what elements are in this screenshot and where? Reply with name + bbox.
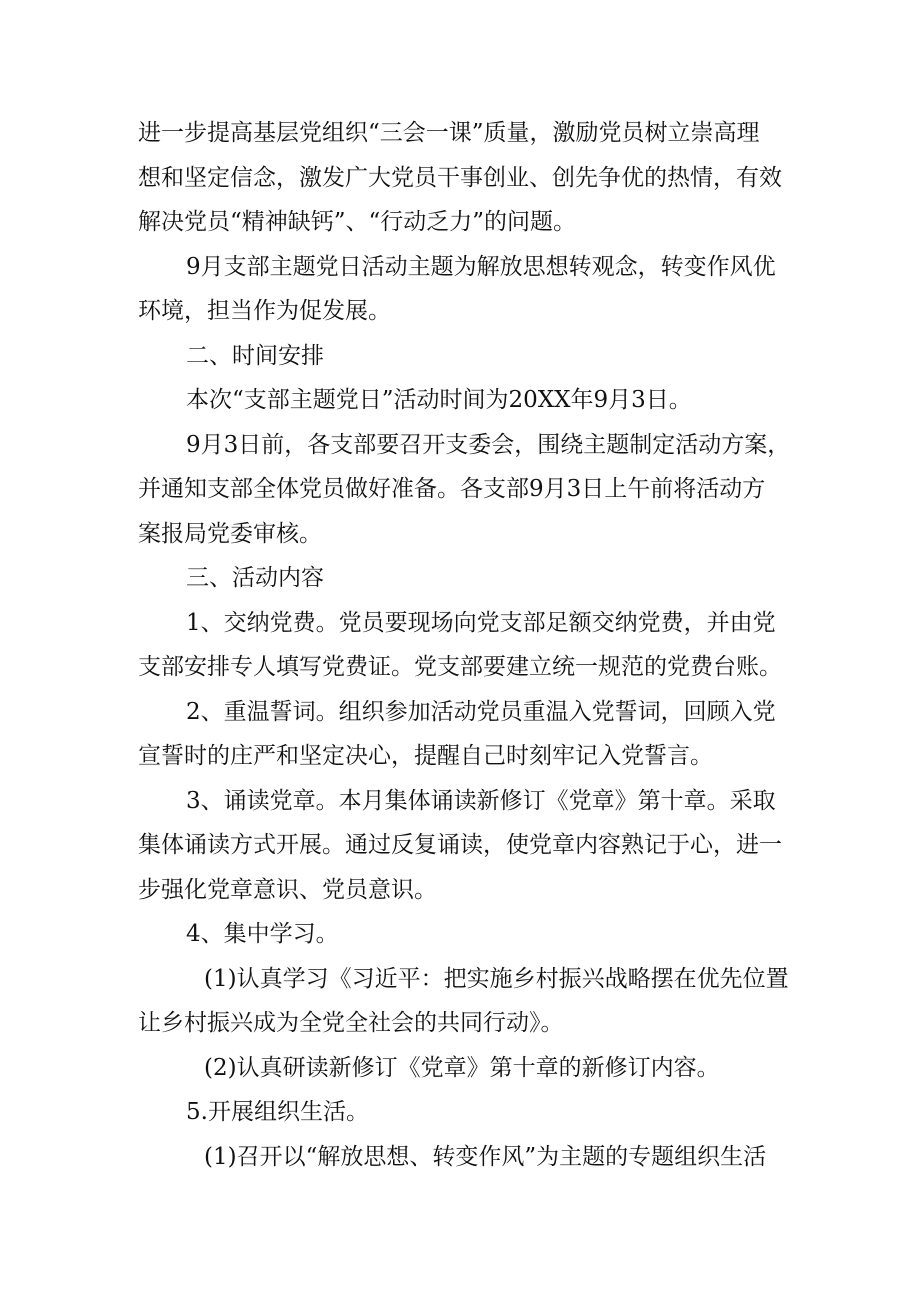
paragraph-line: 进一步提高基层党组织“三会一课”质量，激励党员树立崇高理	[138, 120, 760, 146]
paragraph-line: 想和坚定信念，激发广大党员干事创业、创先争优的热情，有效	[138, 165, 782, 191]
paragraph-line: 9月支部主题党日活动主题为解放思想转观念，转变作风优	[186, 254, 776, 280]
paragraph-line: 让乡村振兴成为全党全社会的共同行动》。	[138, 1010, 564, 1036]
paragraph-line: 并通知支部全体党员做好准备。各支部9月3日上午前将活动方	[138, 476, 766, 502]
section-heading: 二、时间安排	[186, 343, 324, 369]
paragraph-line: (1)认真学习《习近平：把实施乡村振兴战略摆在优先位置	[204, 966, 789, 992]
paragraph-line: 案报局党委审核。	[138, 521, 322, 547]
paragraph-line: 本次“支部主题党日”活动时间为20XX年9月3日。	[186, 387, 692, 413]
paragraph-line: 3、诵读党章。本月集体诵读新修订《党章》第十章。采取	[186, 788, 776, 814]
section-heading: 三、活动内容	[186, 565, 324, 591]
paragraph-line: (2)认真研读新修订《党章》第十章的新修订内容。	[204, 1055, 720, 1081]
paragraph-line: 解决党员“精神缺钙”、“行动乏力”的问题。	[138, 209, 577, 235]
paragraph-line: (1)召开以“解放思想、转变作风”为主题的专题组织生活	[204, 1144, 767, 1170]
paragraph-line: 环境，担当作为促发展。	[138, 298, 391, 324]
paragraph-line: 9月3日前，各支部要召开支委会，围绕主题制定活动方案，	[186, 432, 791, 458]
paragraph-line: 2、重温誓词。组织参加活动党员重温入党誓词，回顾入党	[186, 699, 776, 725]
paragraph-line: 1、交纳党费。党员要现场向党支部足额交纳党费，并由党	[186, 610, 776, 636]
paragraph-line: 支部安排专人填写党费证。党支部要建立统一规范的党费台账。	[138, 654, 782, 680]
paragraph-line: 4、集中学习。	[186, 921, 339, 947]
paragraph-line: 集体诵读方式开展。通过反复诵读，使党章内容熟记于心，进一	[138, 832, 782, 858]
paragraph-line: 5.开展组织生活。	[186, 1099, 369, 1125]
paragraph-line: 宣誓时的庄严和坚定决心，提醒自己时刻牢记入党誓言。	[138, 743, 713, 769]
paragraph-line: 步强化党章意识、党员意识。	[138, 877, 437, 903]
